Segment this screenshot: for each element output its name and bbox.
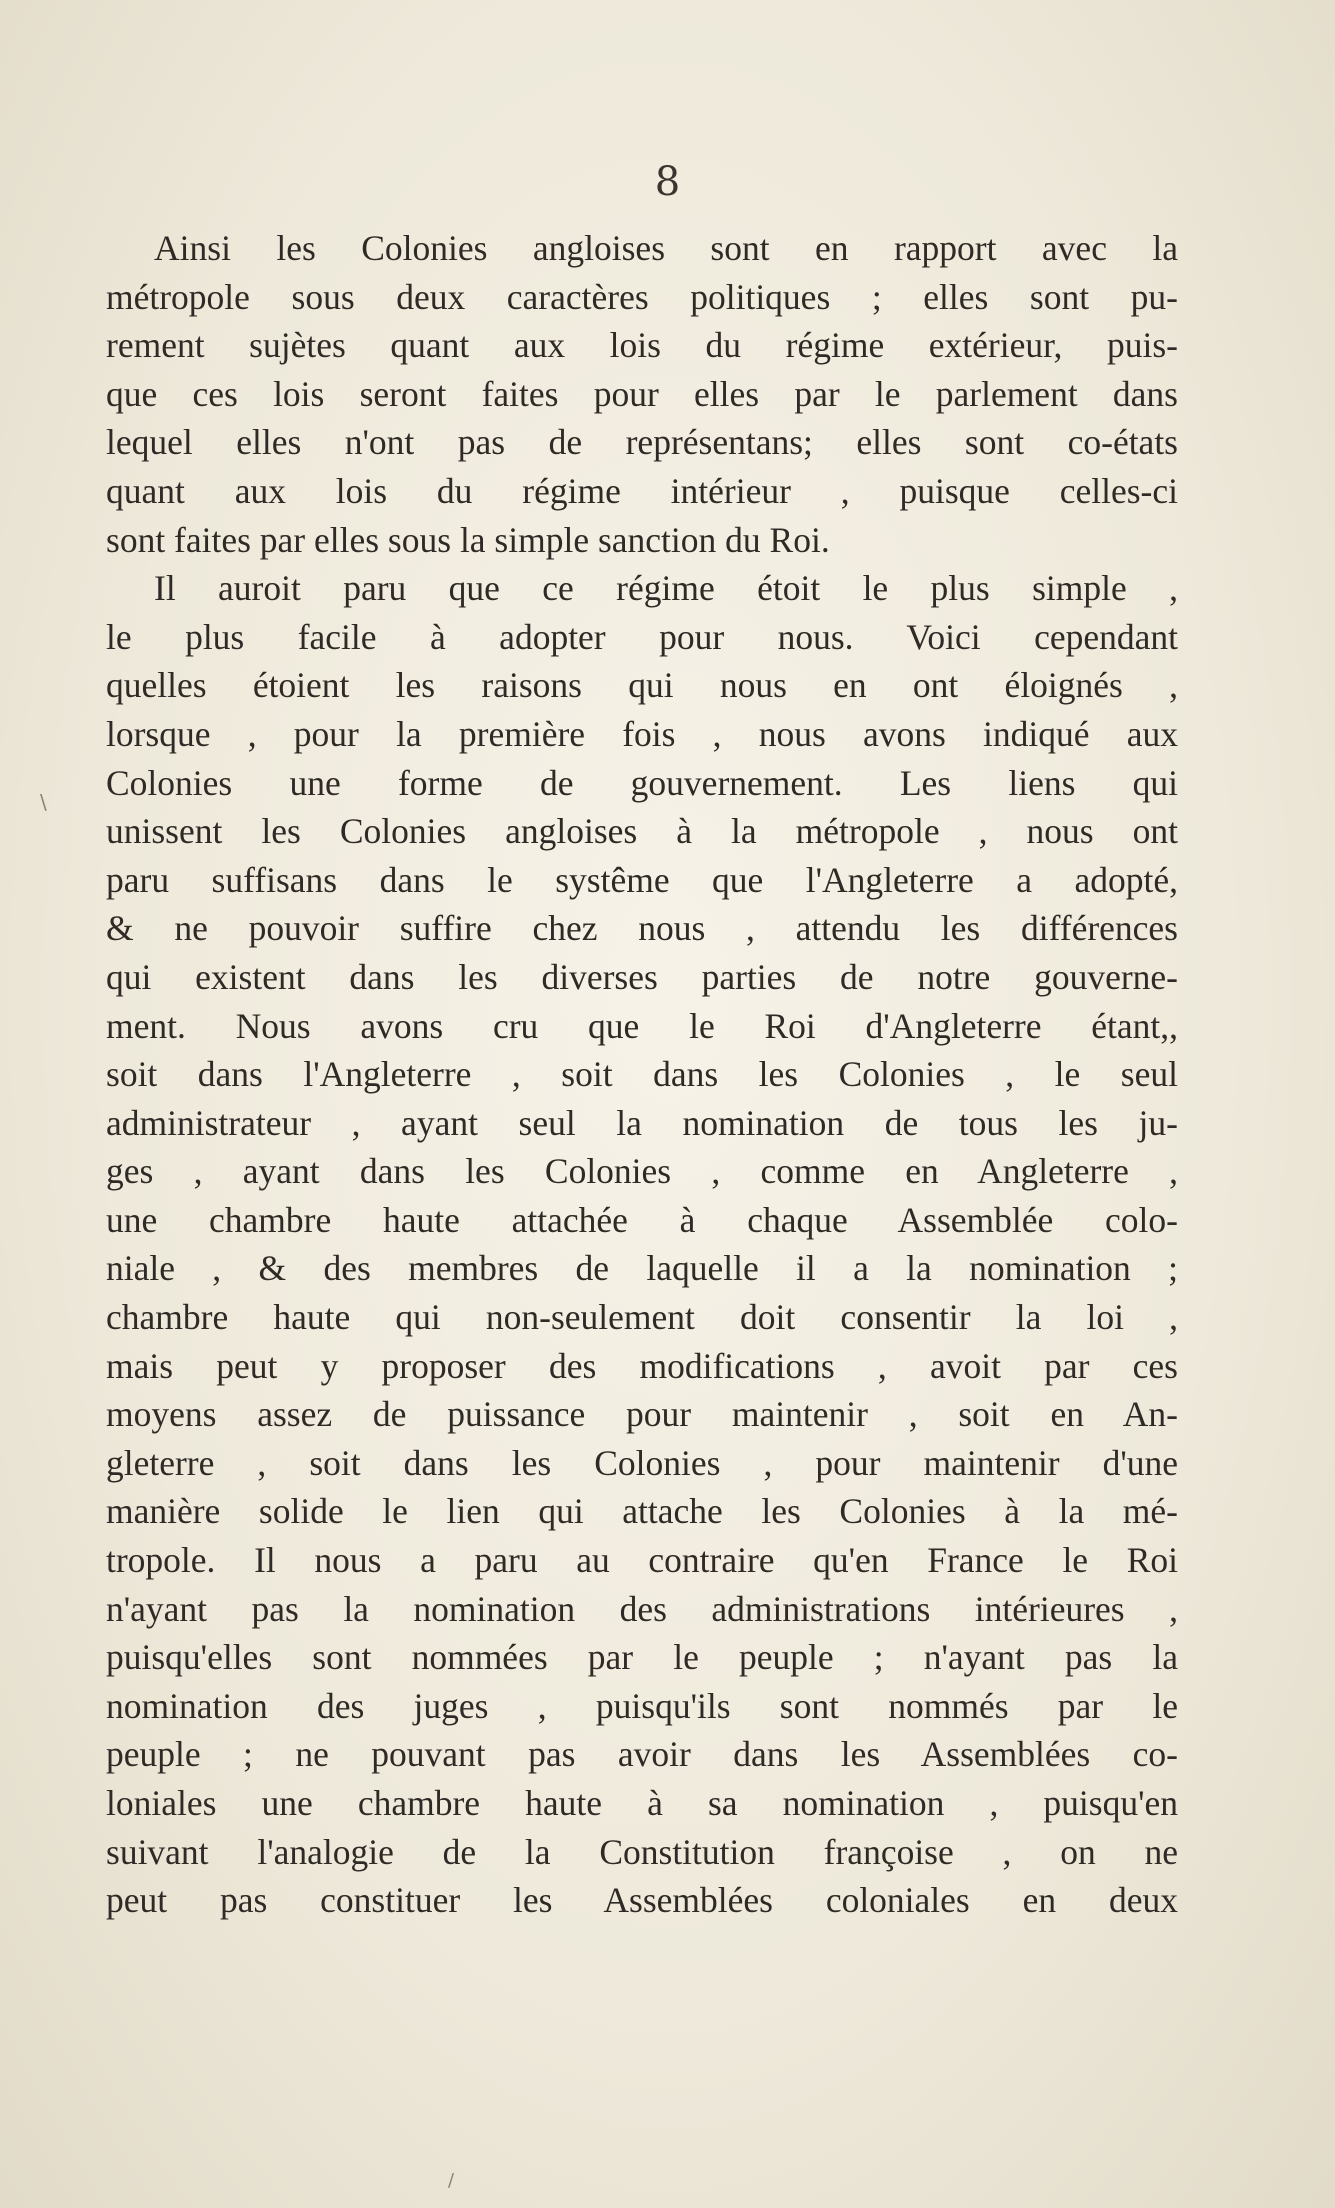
page-number: 8 [654, 159, 681, 205]
text-line: soit dans l'Angleterre , soit dans les Colonies , le seul [106, 1054, 1178, 1095]
text-line: ges , ayant dans les Colonies , comme en Angleterre , [106, 1151, 1178, 1192]
text-line: gleterre , soit dans les Colonies , pour maintenir d'une [106, 1442, 1178, 1483]
text-line: ment. Nous avons cru que le Roi d'Angleterre étant,, [106, 1005, 1178, 1046]
text-line: lequel elles n'ont pas de représentans; elles sont co-états [106, 422, 1178, 463]
stray-mark: \ [40, 790, 47, 814]
stray-mark: / [448, 2170, 455, 2191]
text-line: suivant l'analogie de la Constitution françoise , on ne [106, 1831, 1178, 1872]
text-line: chambre haute qui non-seulement doit consentir la loi , [106, 1297, 1178, 1338]
text-line: que ces lois seront faites pour elles par le parlement dans [106, 373, 1178, 414]
text-line: une chambre haute attachée à chaque Assemblée colo- [106, 1199, 1178, 1240]
text-line: unissent les Colonies angloises à la métropole , nous ont [106, 811, 1178, 852]
text-line: qui existent dans les diverses parties de notre gouverne- [106, 956, 1178, 997]
text-line: lorsque , pour la première fois , nous avons indiqué aux [106, 713, 1178, 754]
text-line: nomination des juges , puisqu'ils sont nommés par le [106, 1685, 1178, 1726]
text-line: paru suffisans dans le systême que l'Angleterre a adopté, [106, 859, 1178, 900]
text-line: Colonies une forme de gouvernement. Les liens qui [106, 762, 1178, 803]
body-text [106, 224, 1178, 1925]
text-line: Il auroit paru que ce régime étoit le plus simple , [154, 568, 1178, 609]
text-line: mais peut y proposer des modifications , avoit par ces [106, 1345, 1178, 1386]
text-line: loniales une chambre haute à sa nomination , puisqu'en [106, 1783, 1178, 1823]
text-line: peut pas constituer les Assemblées coloniales en deux [106, 1880, 1178, 1921]
text-line: sont faites par elles sous la simple sanction du Roi. [106, 519, 830, 560]
text-line: & ne pouvoir suffire chez nous , attendu les différences [106, 908, 1178, 949]
text-line: quelles étoient les raisons qui nous en ont éloignés , [106, 665, 1178, 706]
text-line: niale , & des membres de laquelle il a la nomination ; [106, 1248, 1178, 1289]
text-line: puisqu'elles sont nommées par le peuple ; n'ayant pas la [106, 1637, 1178, 1678]
text-line: le plus facile à adopter pour nous. Voici cependant [106, 616, 1178, 657]
text-line: administrateur , ayant seul la nomination de tous les ju- [106, 1102, 1178, 1143]
text-line: rement sujètes quant aux lois du régime extérieur, puis- [106, 325, 1178, 366]
text-line: métropole sous deux caractères politiques ; elles sont pu- [106, 276, 1178, 317]
text-line: peuple ; ne pouvant pas avoir dans les Assemblées co- [106, 1734, 1178, 1775]
text-line: quant aux lois du régime intérieur , puisque celles-ci [106, 470, 1178, 511]
text-line: tropole. Il nous a paru au contraire qu'en France le Roi [106, 1540, 1178, 1581]
text-line: manière solide le lien qui attache les Colonies à la mé- [106, 1491, 1178, 1532]
text-line: moyens assez de puissance pour maintenir , soit en An- [106, 1394, 1178, 1435]
text-line: Ainsi les Colonies angloises sont en rapport avec la [154, 228, 1178, 268]
text-line: n'ayant pas la nomination des administrations intérieures , [106, 1588, 1178, 1629]
